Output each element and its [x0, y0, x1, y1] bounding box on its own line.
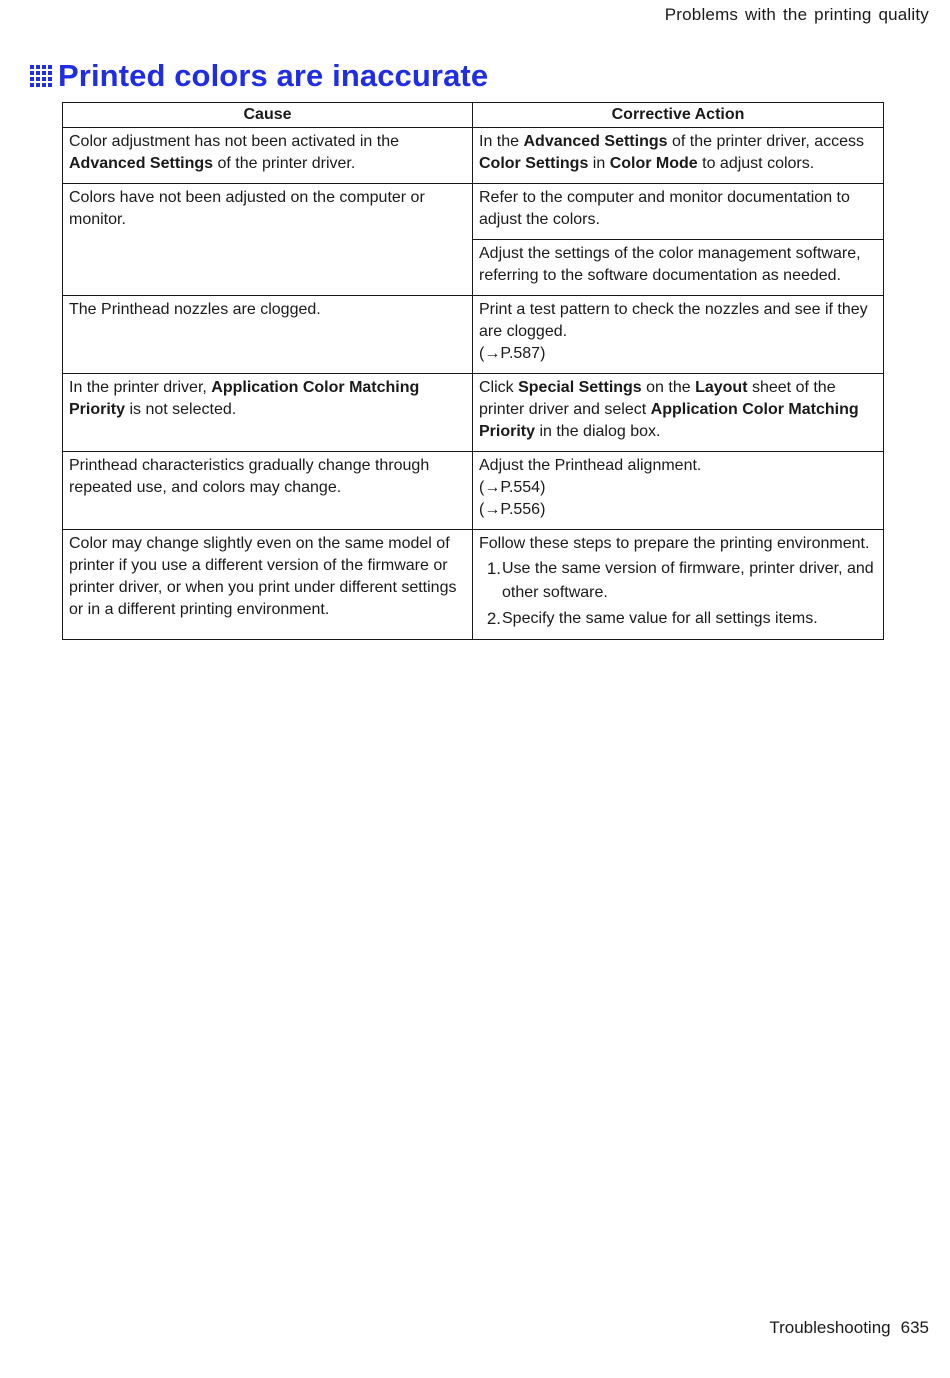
- table-row: [63, 296, 884, 374]
- action-cell: Click Special Settings on the Layout sheet of the printer driver and select Application Color Matching Priority in the dialog box.: [473, 374, 884, 452]
- table-row: [63, 530, 884, 640]
- cause-cell: The Printhead nozzles are clogged.: [63, 296, 473, 374]
- table-row: [63, 184, 884, 240]
- action-cell: Print a test pattern to check the nozzles and see if they are clogged. (→P.587): [473, 296, 884, 374]
- page-number: 635: [900, 1318, 929, 1337]
- step-number: 1.: [486, 559, 501, 578]
- table-row: [63, 128, 884, 184]
- action-cell: Adjust the settings of the color management software, referring to the software documentation as needed.: [473, 240, 884, 296]
- column-header-cause: Cause: [63, 103, 473, 128]
- action-cell: Refer to the computer and monitor documentation to adjust the colors.: [473, 184, 884, 240]
- step-text: Use the same version of firmware, printer driver, and other software.: [502, 560, 874, 601]
- cause-cell: In the printer driver, Application Color Matching Priority is not selected.: [63, 374, 473, 452]
- action-cell: Follow these steps to prepare the printing environment. 1. Use the same version of firmware, printer driver, and other software. 2. Specify the same value for all settings items.: [473, 530, 884, 640]
- action-cell: In the Advanced Settings of the printer driver, access Color Settings in Color Mode to adjust colors.: [473, 128, 884, 184]
- cause-action-table: [62, 102, 884, 640]
- table-header-row: [63, 103, 884, 128]
- cause-cell: Colors have not been adjusted on the computer or monitor.: [63, 184, 473, 296]
- page-reference: (→P.587): [479, 345, 546, 362]
- cause-cell: Color may change slightly even on the same model of printer if you use a different version of the firmware or printer driver, or when you print under different settings or in a different printing environment.: [63, 530, 473, 640]
- table-row: [63, 452, 884, 530]
- page-title: Printed colors are inaccurate: [58, 58, 489, 93]
- page-reference: (→P.554): [479, 479, 546, 496]
- column-header-action: Corrective Action: [473, 103, 884, 128]
- section-heading: [29, 58, 488, 94]
- step-text: Specify the same value for all settings items.: [502, 610, 818, 627]
- step-list: [479, 557, 877, 631]
- table-row: [63, 374, 884, 452]
- step-item: [479, 557, 877, 605]
- step-item: [479, 607, 877, 631]
- page-reference: (→P.556): [479, 501, 546, 518]
- footer-section-name: Troubleshooting: [769, 1318, 891, 1337]
- action-cell: Adjust the Printhead alignment. (→P.554) (→P.556): [473, 452, 884, 530]
- step-number: 2.: [486, 609, 501, 628]
- running-header: Problems with the printing quality: [664, 5, 929, 24]
- cause-cell: Printhead characteristics gradually change through repeated use, and colors may change.: [63, 452, 473, 530]
- running-footer: [769, 1318, 929, 1338]
- grid-bullet-icon: [29, 64, 53, 88]
- cause-cell: Color adjustment has not been activated in the Advanced Settings of the printer driver.: [63, 128, 473, 184]
